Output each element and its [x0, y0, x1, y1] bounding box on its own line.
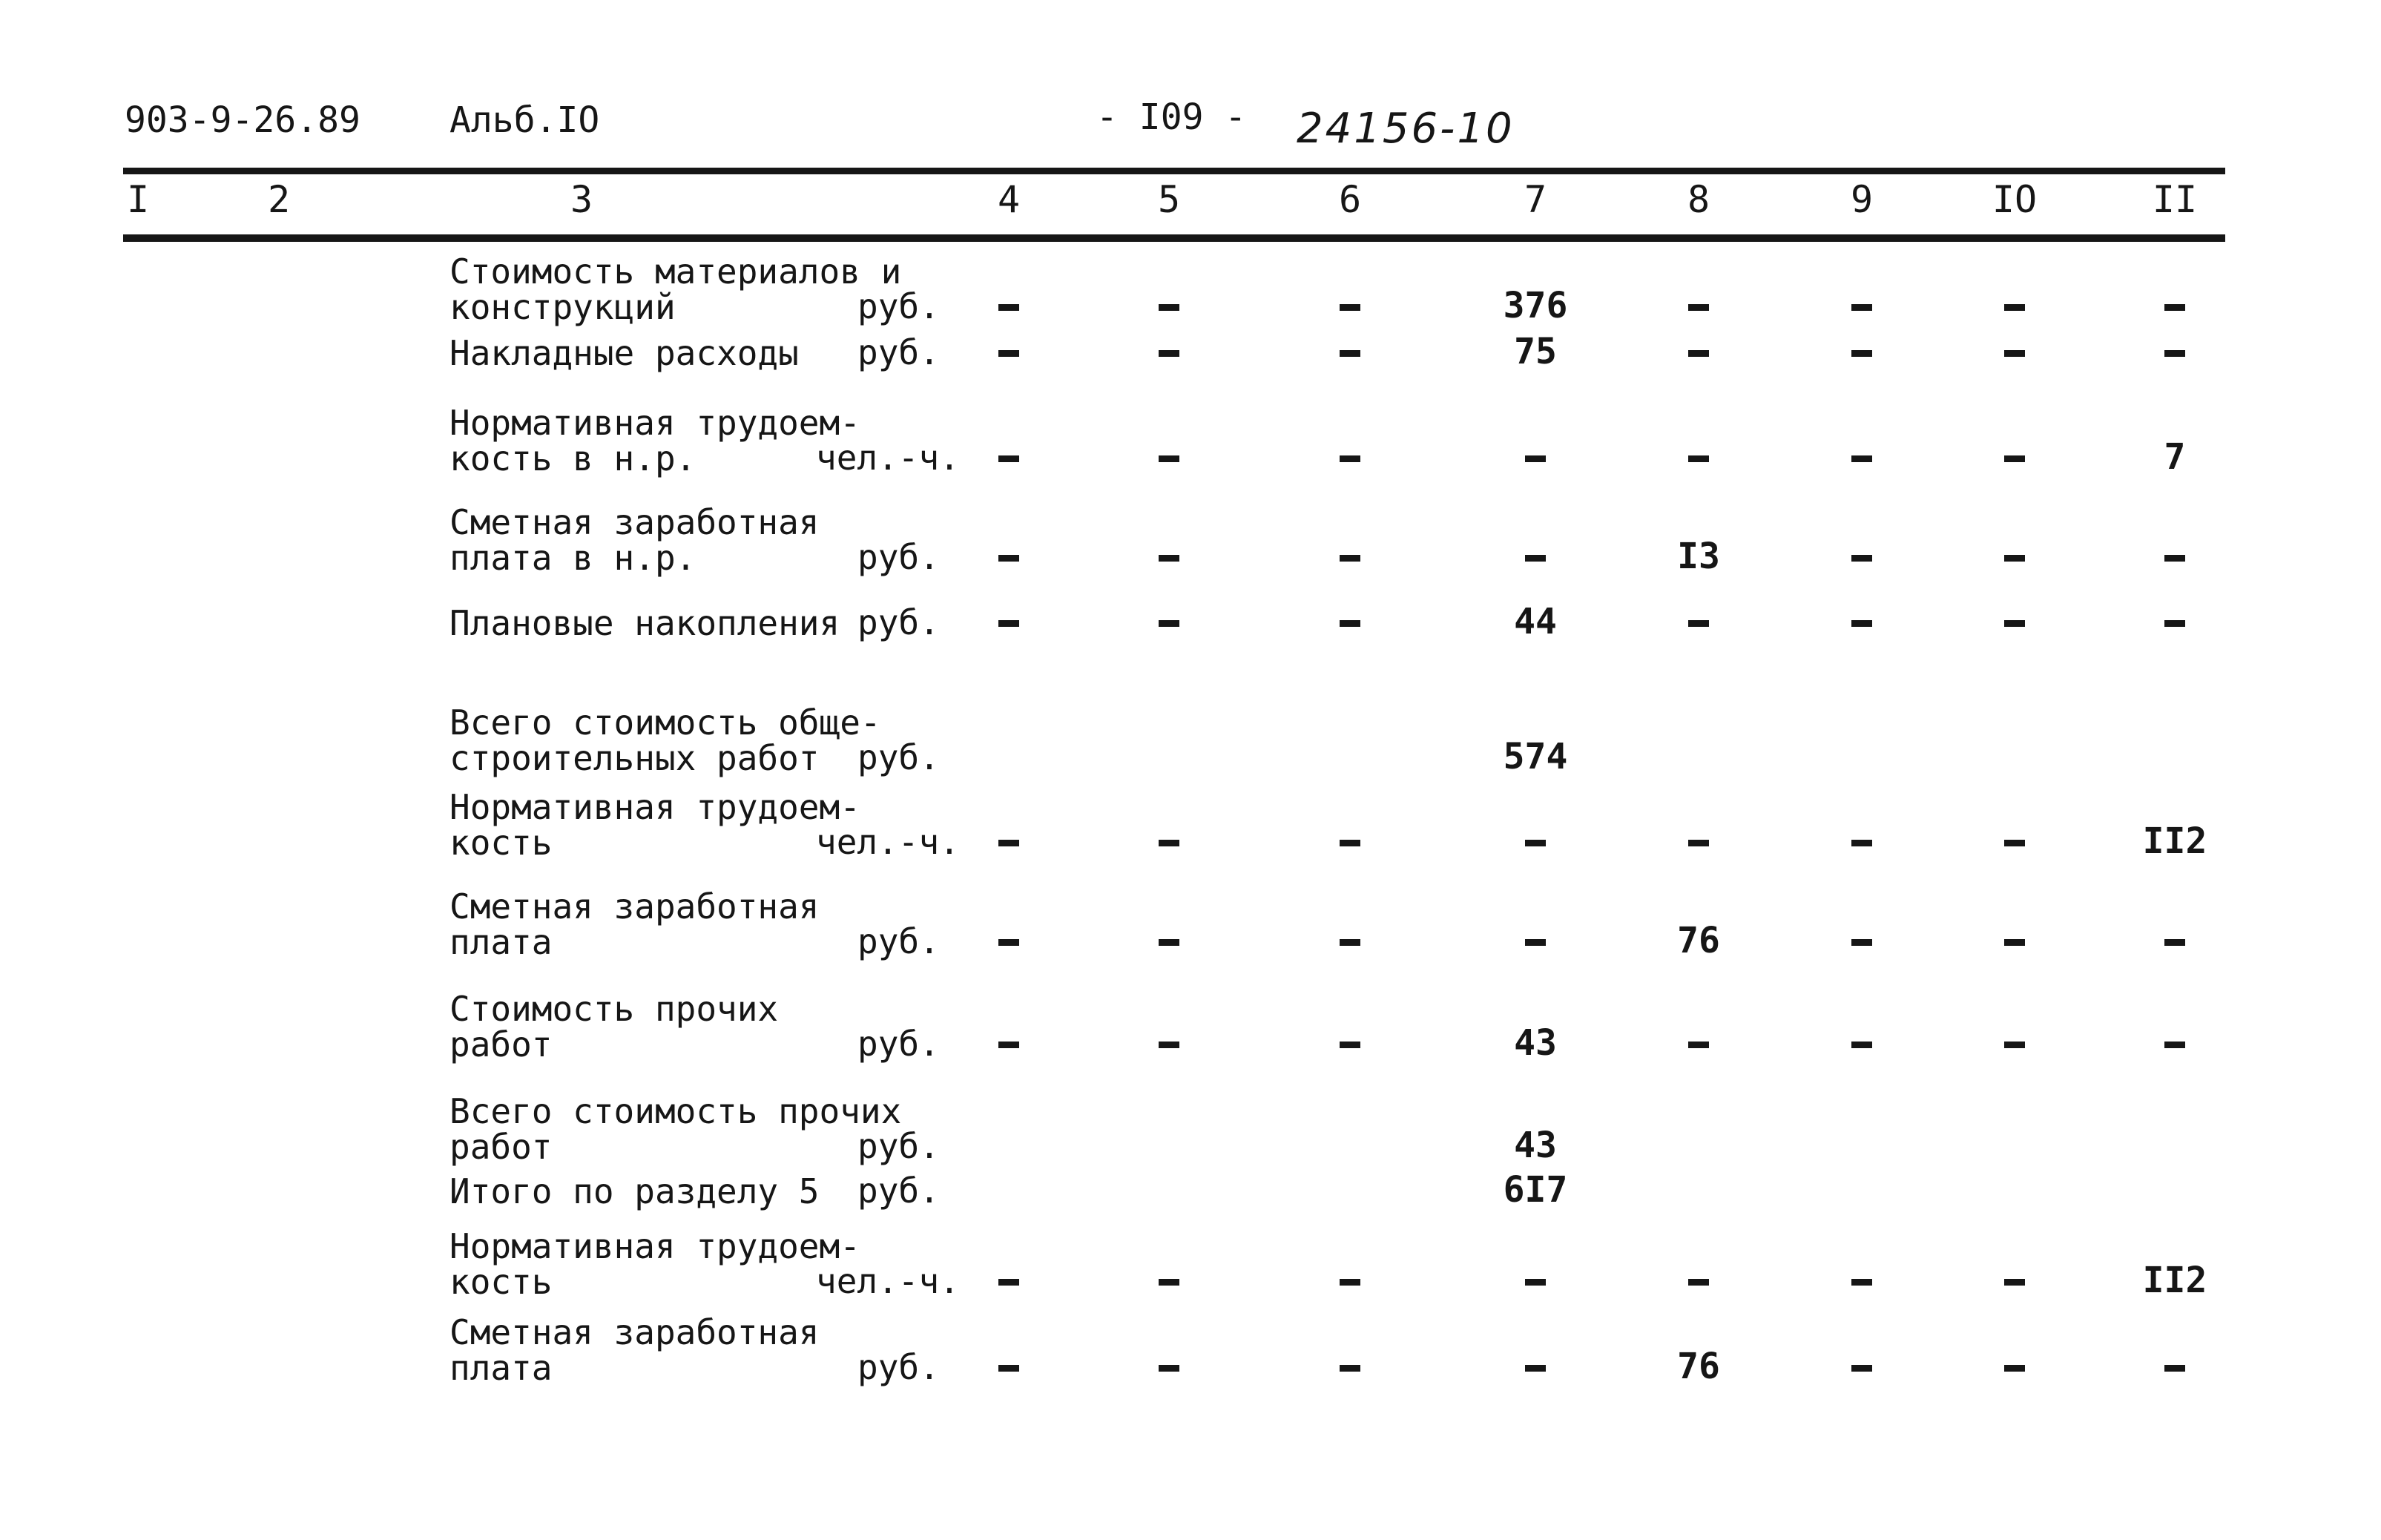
dash-mark	[2164, 304, 2185, 311]
dash-mark	[998, 350, 1019, 357]
dash-mark	[1688, 455, 1709, 462]
value-cell: 43	[1514, 1022, 1557, 1064]
column-header: 6	[1338, 178, 1362, 221]
dash-mark	[1159, 1042, 1179, 1048]
dash-mark	[1525, 1365, 1546, 1372]
row-description	[449, 251, 902, 327]
row-description-line: Нормативная трудоем-	[449, 1226, 860, 1266]
value-cell: II2	[2142, 1260, 2207, 1301]
row-description-line: плата	[449, 922, 553, 962]
row-unit: руб.	[857, 737, 940, 777]
dash-mark	[1851, 1042, 1872, 1048]
dash-mark	[998, 620, 1019, 627]
dash-mark	[998, 455, 1019, 462]
value-cell: 7	[2164, 436, 2186, 478]
column-header: 5	[1157, 178, 1181, 221]
dash-mark	[1688, 304, 1709, 311]
dash-mark	[998, 1042, 1019, 1048]
row-unit: чел.-ч.	[816, 822, 960, 862]
dash-mark	[998, 304, 1019, 311]
dash-mark	[998, 840, 1019, 846]
dash-mark	[1340, 455, 1360, 462]
dash-mark	[1851, 840, 1872, 846]
dash-mark	[1688, 1279, 1709, 1286]
row-description	[449, 1171, 820, 1211]
dash-mark	[1688, 1042, 1709, 1048]
row-unit: руб.	[857, 921, 940, 961]
dash-mark	[2004, 455, 2025, 462]
column-header: IO	[1992, 178, 2038, 221]
row-description-line: Сметная заработная	[449, 502, 820, 542]
handwritten-sheet-code: 24156-10	[1297, 105, 1515, 153]
row-description-line: конструкций	[449, 287, 676, 327]
dash-mark	[1851, 1365, 1872, 1372]
dash-mark	[1340, 939, 1360, 946]
column-header: 4	[997, 178, 1021, 221]
dash-mark	[2004, 555, 2025, 562]
dash-mark	[1851, 620, 1872, 627]
dash-mark	[1851, 304, 1872, 311]
value-cell: 43	[1514, 1125, 1557, 1166]
row-description-line: Нормативная трудоем-	[449, 787, 860, 827]
dash-mark	[2004, 1042, 2025, 1048]
dash-mark	[2164, 1042, 2185, 1048]
dash-mark	[1525, 840, 1546, 846]
dash-mark	[1340, 555, 1360, 562]
value-cell: 44	[1514, 601, 1557, 642]
dash-mark	[1525, 1279, 1546, 1286]
row-description-line: Всего стоимость прочих	[449, 1091, 902, 1131]
row-description-line: работ	[449, 1127, 553, 1167]
value-cell: 76	[1677, 1346, 1720, 1387]
row-unit: руб.	[857, 286, 940, 326]
dash-mark	[1851, 555, 1872, 562]
dash-mark	[1688, 840, 1709, 846]
row-unit: руб.	[857, 537, 940, 577]
row-unit: руб.	[857, 332, 940, 372]
row-description-line: плата	[449, 1348, 553, 1388]
row-description-line: строительных работ	[449, 738, 820, 778]
dash-mark	[2164, 620, 2185, 627]
value-cell: 76	[1677, 920, 1720, 961]
row-description-line: Итого по разделу 5	[449, 1171, 820, 1211]
value-cell: 6I7	[1503, 1169, 1568, 1211]
dash-mark	[2164, 350, 2185, 357]
dash-mark	[1159, 304, 1179, 311]
dash-mark	[1851, 350, 1872, 357]
row-description	[449, 504, 820, 576]
page-number: - I09 -	[1096, 96, 1247, 138]
dash-mark	[2004, 840, 2025, 846]
dash-mark	[1159, 350, 1179, 357]
dash-mark	[2004, 1279, 2025, 1286]
dash-mark	[1851, 1279, 1872, 1286]
row-description-line: Стоимость прочих	[449, 989, 779, 1029]
dash-mark	[1340, 350, 1360, 357]
dash-mark	[1159, 939, 1179, 946]
column-header: 2	[267, 178, 291, 221]
dash-mark	[1340, 840, 1360, 846]
row-unit: руб.	[857, 1126, 940, 1166]
dash-mark	[2004, 620, 2025, 627]
row-description	[449, 789, 860, 861]
value-cell: II2	[2142, 820, 2207, 862]
column-header: II	[2152, 178, 2198, 221]
dash-mark	[1340, 1279, 1360, 1286]
row-unit: руб.	[857, 1024, 940, 1064]
row-description-line: кость в н.р.	[449, 438, 696, 478]
row-description-line: Плановые накопления	[449, 603, 840, 643]
row-description	[449, 605, 840, 641]
row-description-line: кость	[449, 823, 553, 863]
row-description	[449, 405, 860, 476]
dash-mark	[2164, 939, 2185, 946]
dash-mark	[1525, 455, 1546, 462]
row-description-line: Накладные расходы	[449, 333, 799, 373]
row-description	[449, 991, 778, 1062]
row-unit: руб.	[857, 1171, 940, 1211]
dash-mark	[1525, 555, 1546, 562]
dash-mark	[998, 939, 1019, 946]
header-bottom-rule	[123, 234, 2225, 242]
top-double-rule	[123, 168, 2225, 174]
row-description	[449, 335, 799, 371]
row-description	[449, 1093, 901, 1165]
row-description-line: Сметная заработная	[449, 1312, 820, 1352]
row-description-line: Нормативная трудоем-	[449, 403, 860, 443]
dash-mark	[1525, 939, 1546, 946]
dash-mark	[2004, 939, 2025, 946]
dash-mark	[998, 1279, 1019, 1286]
dash-mark	[1340, 1365, 1360, 1372]
row-description-line: плата в н.р.	[449, 538, 696, 578]
row-description-line: Стоимость материалов и	[449, 251, 902, 292]
dash-mark	[1159, 840, 1179, 846]
dash-mark	[1340, 620, 1360, 627]
dash-mark	[998, 1365, 1019, 1372]
dash-mark	[1851, 455, 1872, 462]
column-header: 7	[1524, 178, 1547, 221]
dash-mark	[1688, 620, 1709, 627]
dash-mark	[1851, 939, 1872, 946]
column-header: I	[126, 178, 150, 221]
dash-mark	[2004, 304, 2025, 311]
dash-mark	[1340, 1042, 1360, 1048]
dash-mark	[1159, 455, 1179, 462]
dash-mark	[2004, 350, 2025, 357]
dash-mark	[1340, 304, 1360, 311]
value-cell: I3	[1677, 536, 1720, 577]
dash-mark	[2004, 1365, 2025, 1372]
document-code: 903-9-26.89	[125, 99, 360, 141]
value-cell: 574	[1503, 736, 1568, 777]
row-unit: руб.	[857, 1347, 940, 1387]
row-unit: чел.-ч.	[816, 438, 960, 478]
row-description-line: Всего стоимость обще-	[449, 702, 881, 743]
dash-mark	[1688, 350, 1709, 357]
row-description-line: работ	[449, 1024, 553, 1064]
column-header: 3	[570, 178, 593, 221]
dash-mark	[1159, 555, 1179, 562]
row-description	[449, 702, 881, 778]
dash-mark	[1159, 1365, 1179, 1372]
row-unit: руб.	[857, 602, 940, 642]
dash-mark	[1159, 1279, 1179, 1286]
dash-mark	[2164, 1365, 2185, 1372]
column-header: 8	[1687, 178, 1710, 221]
value-cell: 376	[1503, 285, 1568, 326]
row-unit: чел.-ч.	[816, 1261, 960, 1301]
dash-mark	[2164, 555, 2185, 562]
row-description	[449, 1314, 820, 1386]
album-label: Альб.IO	[449, 99, 600, 141]
column-header: 9	[1850, 178, 1874, 221]
row-description	[449, 886, 820, 962]
row-description-line: Сметная заработная	[449, 886, 820, 927]
dash-mark	[1159, 620, 1179, 627]
row-description	[449, 1228, 860, 1300]
value-cell: 75	[1514, 331, 1557, 372]
dash-mark	[998, 555, 1019, 562]
row-description-line: кость	[449, 1262, 553, 1302]
